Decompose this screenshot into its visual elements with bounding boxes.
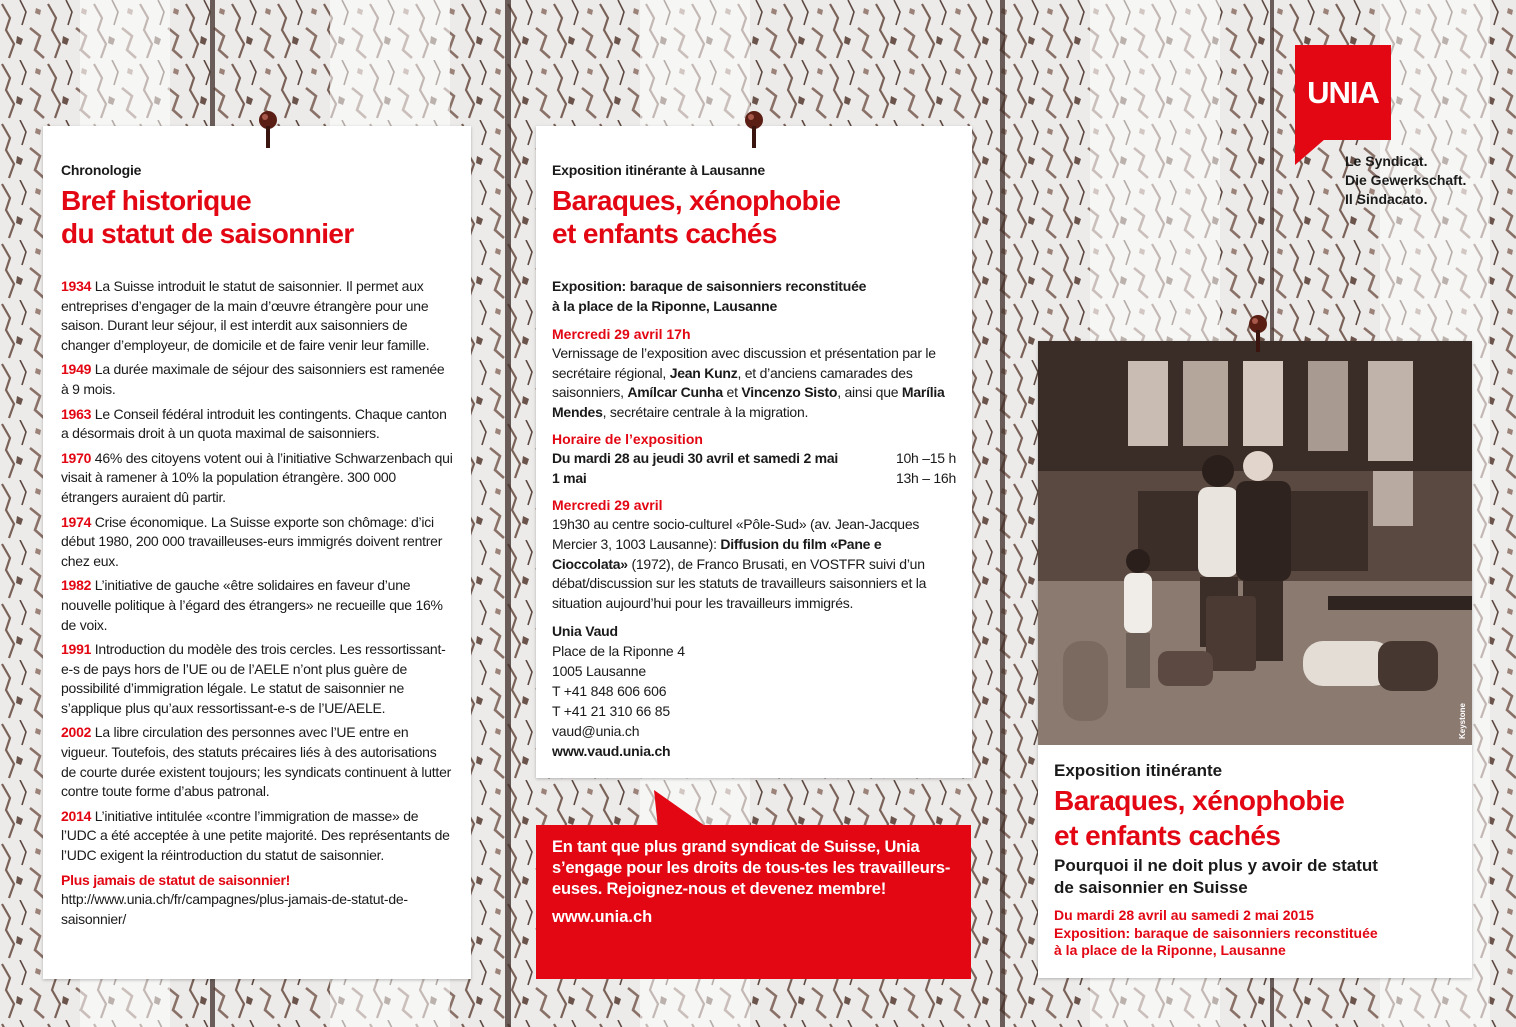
contact-website[interactable]: www.vaud.unia.ch xyxy=(552,743,671,760)
schedule-time: 10h –15 h xyxy=(895,450,956,467)
membership-bubble xyxy=(536,825,971,979)
contact-email[interactable]: vaud@unia.ch xyxy=(552,723,640,740)
schedule-row xyxy=(552,469,956,489)
chronology-entry xyxy=(61,449,453,508)
vernissage-section xyxy=(552,325,956,422)
cover-title xyxy=(1054,783,1456,853)
chronology-entry xyxy=(61,640,453,718)
entry-year: 1949 xyxy=(61,361,92,378)
vernissage-text: Vernissage de l’exposition avec discussion et présentation par le secrétaire régional, Jean Kunz, et d’anciens camarades des saisonniers, Amílcar Cunha et Vincenzo Sisto, ainsi que Marília Mendes, secrétaire centrale à la migration. xyxy=(552,345,945,420)
chronology-entry xyxy=(61,513,453,572)
schedule-row xyxy=(552,449,956,469)
details-line: Du mardi 28 avril au samedi 2 mai 2015 xyxy=(1054,907,1314,923)
chronology-card xyxy=(43,126,471,979)
expo-location xyxy=(552,277,956,316)
chronology-entry xyxy=(61,807,453,866)
closing-bold: Plus jamais de statut de saisonnier! xyxy=(61,871,291,888)
tagline-it: Il Sindacato. xyxy=(1345,191,1428,207)
cover-details xyxy=(1054,907,1456,960)
entry-text: Le Conseil fédéral introduit les contingents. Chaque canton a désormais droit à un quota maximal de saisonniers. xyxy=(61,405,447,442)
entry-year: 2002 xyxy=(61,724,92,741)
entry-text: La libre circulation des personnes avec l’UE entre en vigueur. Toutefois, des statuts précaires liés à des autorisations de courte durée existent toujours; les syndicats continuent à lutter contre toute forme d’abus patronal. xyxy=(61,724,452,800)
chronology-title xyxy=(61,184,453,250)
family-station-photo xyxy=(1038,341,1472,745)
entry-text: 46% des citoyens votent oui à l’initiative Schwarzenbach qui visait à ramener à 10% la population étrangère. 300 000 étrangers auraient dû partir. xyxy=(61,449,453,505)
contact-block xyxy=(552,621,956,761)
entry-text: L’initiative de gauche «être solidaires en faveur d’une nouvelle politique à l’égard des étrangers» ne recueille que 16% de voix. xyxy=(61,577,443,633)
chronology-entry xyxy=(61,405,453,444)
cover-subtitle xyxy=(1054,855,1456,899)
logo-speech-tail-icon xyxy=(1295,139,1325,165)
contact-line: 1005 Lausanne xyxy=(552,663,646,680)
details-line: Exposition: baraque de saisonniers reconstituée xyxy=(1054,924,1378,941)
closing-paragraph xyxy=(61,871,453,930)
bubble-tail-icon xyxy=(648,790,708,828)
schedule-label: Du mardi 28 au jeudi 30 avril et samedi 2 mai xyxy=(552,450,838,467)
pin-icon xyxy=(734,106,774,152)
photo-credit: Keystone xyxy=(1458,702,1467,739)
entry-year: 1934 xyxy=(61,278,92,294)
details-line: à la place de la Riponne, Lausanne xyxy=(1054,942,1286,958)
schedule-time: 13h – 16h xyxy=(895,469,956,486)
entry-text: Crise économique. La Suisse exporte son chômage: d’ici début 1980, 200 000 travailleuses-eurs immigrés doivent rentrer chez eux. xyxy=(61,513,443,569)
exhibition-kicker: Exposition itinérante à Lausanne xyxy=(552,162,765,178)
title-line: Baraques, xénophobie xyxy=(552,185,841,216)
contact-org: Unia Vaud xyxy=(552,623,618,640)
entry-year: 1982 xyxy=(61,577,92,594)
chronology-entry xyxy=(61,360,453,399)
chronology-kicker: Chronologie xyxy=(61,162,142,178)
entry-year: 2014 xyxy=(61,807,92,824)
entry-text: Introduction du modèle des trois cercles. Les ressortissant-e-s de pays hors de l’UE ou de l’AELE n’ont plus guère de possibilité d’immigration légale. Le statut de saisonnier ne s’applique plus qu’aux ressortissant-e-s de l’UE/AELE. xyxy=(61,641,446,716)
film-section xyxy=(552,496,956,613)
exhibition-title xyxy=(552,184,956,250)
schedule-section xyxy=(552,430,956,488)
title-line: et enfants cachés xyxy=(552,218,777,249)
chronology-entry xyxy=(61,576,453,635)
exhibition-card xyxy=(536,126,972,778)
unia-logo xyxy=(1295,45,1391,140)
contact-line: Place de la Riponne 4 xyxy=(552,643,685,660)
entry-year: 1974 xyxy=(61,513,92,530)
flyer-cover-card xyxy=(1038,341,1472,978)
title-line: du statut de saisonnier xyxy=(61,218,354,249)
subtitle-line: Pourquoi il ne doit plus y avoir de statut xyxy=(1054,856,1378,875)
title-line: Bref historique xyxy=(61,185,252,216)
film-text: 19h30 au centre socio-culturel «Pôle-Sud» (av. Jean-Jacques Mercier 3, 1003 Lausanne): Diffusion du film «Pane e Cioccolata» (1972), de Franco Brusati, en VOSTFR suivi d’un débat/discussion sur les statuts de travailleurs saisonniers et la situation aujourd’hui pour les travailleurs immigrés. xyxy=(552,516,927,611)
pin-icon xyxy=(1238,310,1278,356)
contact-phone[interactable]: T +41 848 606 606 xyxy=(552,683,667,700)
chronology-entry xyxy=(61,277,453,355)
cover-kicker: Exposition itinérante xyxy=(1054,761,1223,780)
film-heading: Mercredi 29 avril xyxy=(552,497,663,514)
entry-year: 1970 xyxy=(61,449,92,466)
entry-text: La Suisse introduit le statut de saisonnier. Il permet aux entreprises d’engager de la main d’œuvre étrangère pour une saison. Durant leur séjour, il est interdit aux saisonniers de changer d’employeur, de domicile et de faire venir leur famille. xyxy=(61,278,430,353)
expo-line: à la place de la Riponne, Lausanne xyxy=(552,297,778,314)
entry-text: La durée maximale de séjour des saisonniers est ramenée à 9 mois. xyxy=(61,361,445,397)
entry-year: 1963 xyxy=(61,405,92,422)
subtitle-line: de saisonnier en Suisse xyxy=(1054,878,1248,897)
title-line: et enfants cachés xyxy=(1054,820,1281,851)
schedule-heading: Horaire de l’exposition xyxy=(552,431,703,448)
membership-text: En tant que plus grand syndicat de Suisse, Unia s’engage pour les droits de tous-tes les travailleurs-euses. Rejoignez-nous et devenez membre! xyxy=(552,838,951,898)
pin-icon xyxy=(248,106,288,152)
contact-phone[interactable]: T +41 21 310 66 85 xyxy=(552,703,670,720)
entry-year: 1991 xyxy=(61,641,92,658)
title-line: Baraques, xénophobie xyxy=(1054,785,1345,816)
chronology-entry xyxy=(61,723,453,801)
unia-logo-text: UNIA xyxy=(1307,75,1379,110)
membership-link[interactable]: www.unia.ch xyxy=(552,908,653,926)
vernissage-heading: Mercredi 29 avril 17h xyxy=(552,326,691,342)
logo-taglines xyxy=(1345,152,1466,209)
campaign-link[interactable]: http://www.unia.ch/fr/campagnes/plus-jamais-de-statut-de-saisonnier/ xyxy=(61,891,408,927)
tagline-fr: Le Syndicat. xyxy=(1345,153,1428,169)
schedule-label: 1 mai xyxy=(552,469,587,486)
entry-text: L’initiative intitulée «contre l’immigration de masse» de l’UDC a été acceptée à une petite majorité. Des représentants de l’UDC exigent la réintroduction du statut de saisonnier. xyxy=(61,807,450,864)
tagline-de: Die Gewerkschaft. xyxy=(1345,172,1467,188)
chronology-list xyxy=(61,277,453,866)
expo-line: Exposition: baraque de saisonniers reconstituée xyxy=(552,278,867,294)
